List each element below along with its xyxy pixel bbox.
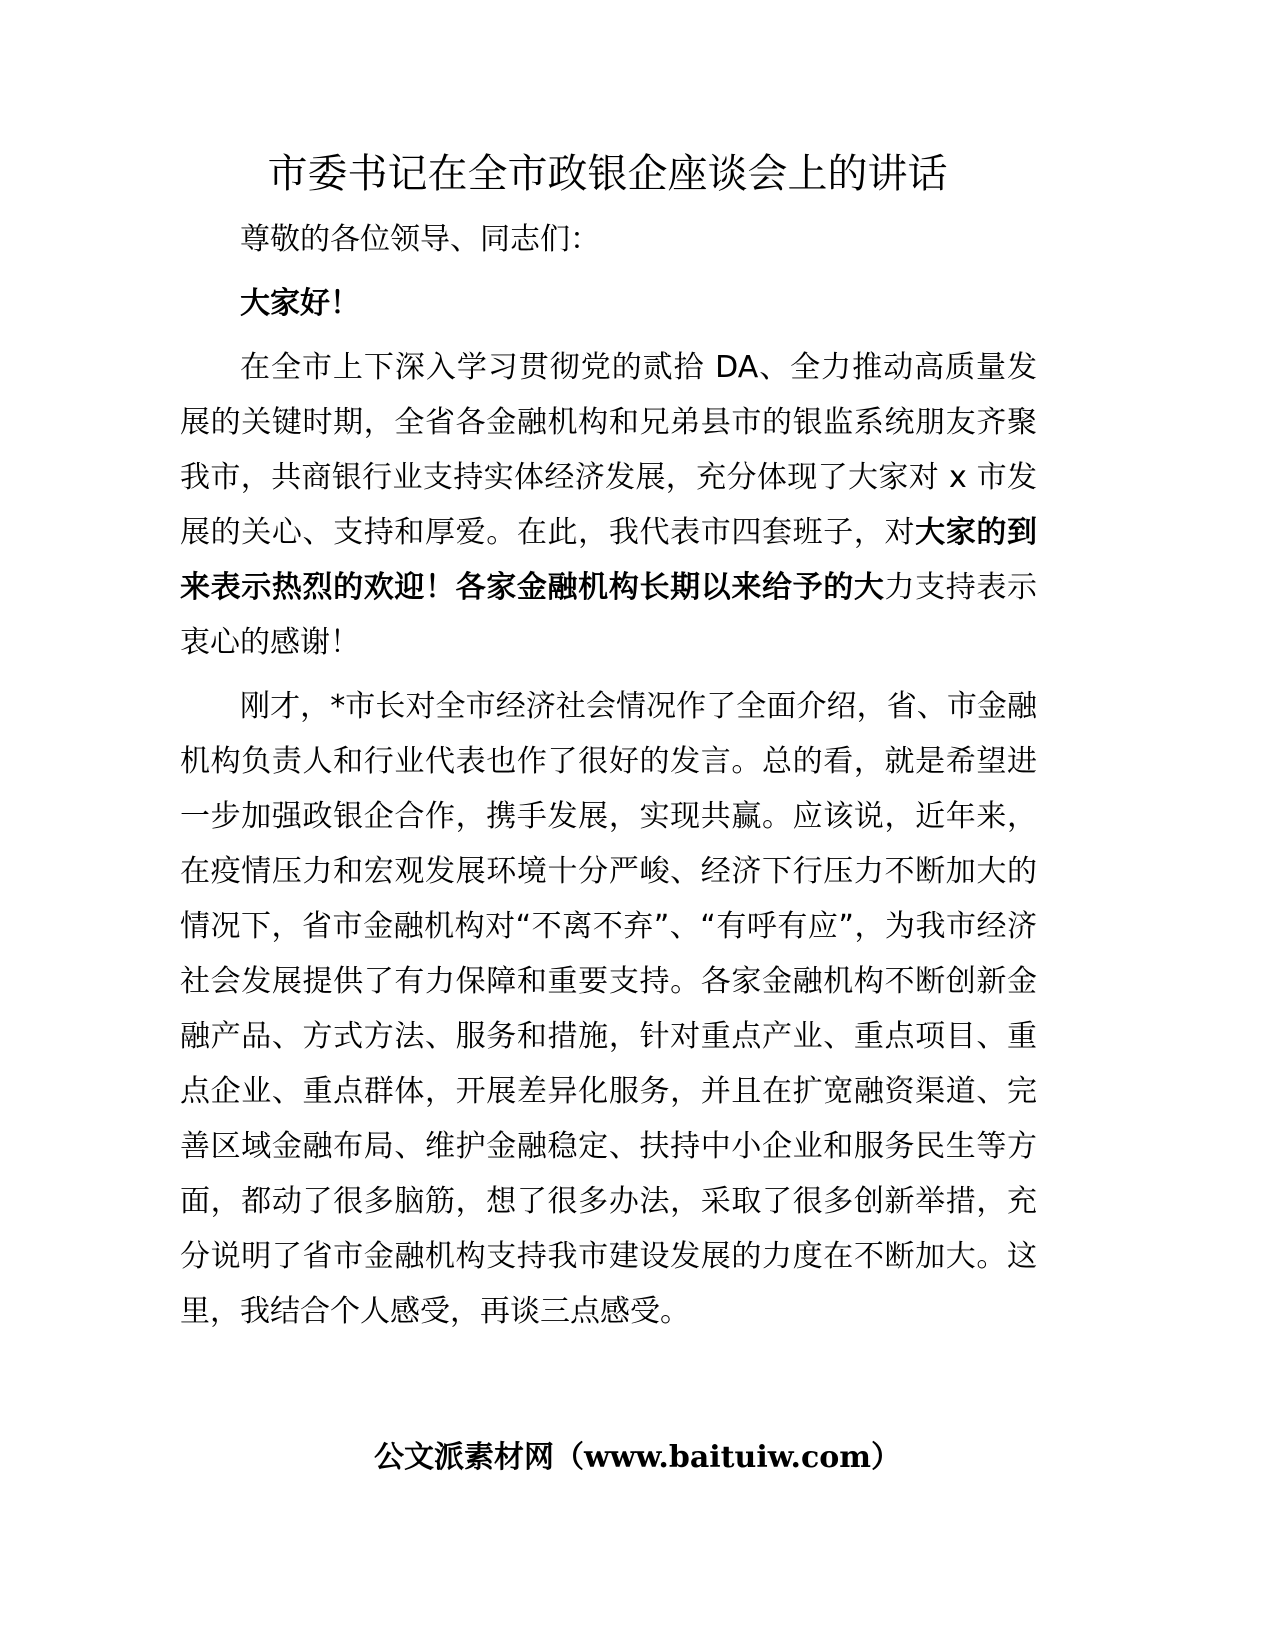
paragraph-welcome-end: 力支持表示衷心的感谢！ bbox=[180, 570, 1038, 660]
paragraph-review: 刚才，*市长对全市经济社会情况作了全面介绍，省、市金融机构负责人和行业代表也作了很好的发言。总的看，就是希望进一步加强政银企合作，携手发展，实现共赢。应该说，近年来，在疫情压力和宏观发展环境十分严峻、经济下行压力不断加大的情况下，省市金融机构对“不离不弃”、“有呼有应”，为我市经济社会发展提供了有力保障和重要支持。各家金融机构不断创新金融产品、方式方法、服务和措施，针对重点产业、重点项目、重点企业、重点群体，开展差异化服务，并且在扩宽融资渠道、完善区域金融布局、维护金融稳定、扶持中小企业和服务民生等方面，都动了很多脑筋，想了很多办法，采取了很多创新举措，充分说明了省市金融机构支持我市建设发展的力度在不断加大。这里，我结合个人感受，再谈三点感受。 bbox=[180, 689, 1037, 1329]
greeting: 大家好！ bbox=[240, 286, 360, 321]
paragraph-welcome bbox=[180, 340, 1037, 670]
footer-watermark: 公文派素材网（www.baituiw.com） bbox=[373, 1440, 902, 1475]
page-title: 市委书记在全市政银企座谈会上的讲话 bbox=[267, 151, 948, 197]
paragraph-welcome-main: 在全市上下深入学习贯彻党的贰拾 DA、全力推动高质量发展的关键时期，全省各金融机构和兄弟县市的银监系统朋友齐聚我市，共商银行业支持实体经济发展，充分体现了大家对 x 市发展的关心、支持和厚爱。在此，我代表市四套班子，对 bbox=[180, 350, 1037, 550]
document-body bbox=[180, 212, 1037, 1339]
paragraph-welcome-bold: 大家的到来表示热烈的欢迎！各家金融机构长期以来给予的大 bbox=[180, 515, 1038, 605]
salutation: 尊敬的各位领导、同志们： bbox=[240, 222, 600, 257]
